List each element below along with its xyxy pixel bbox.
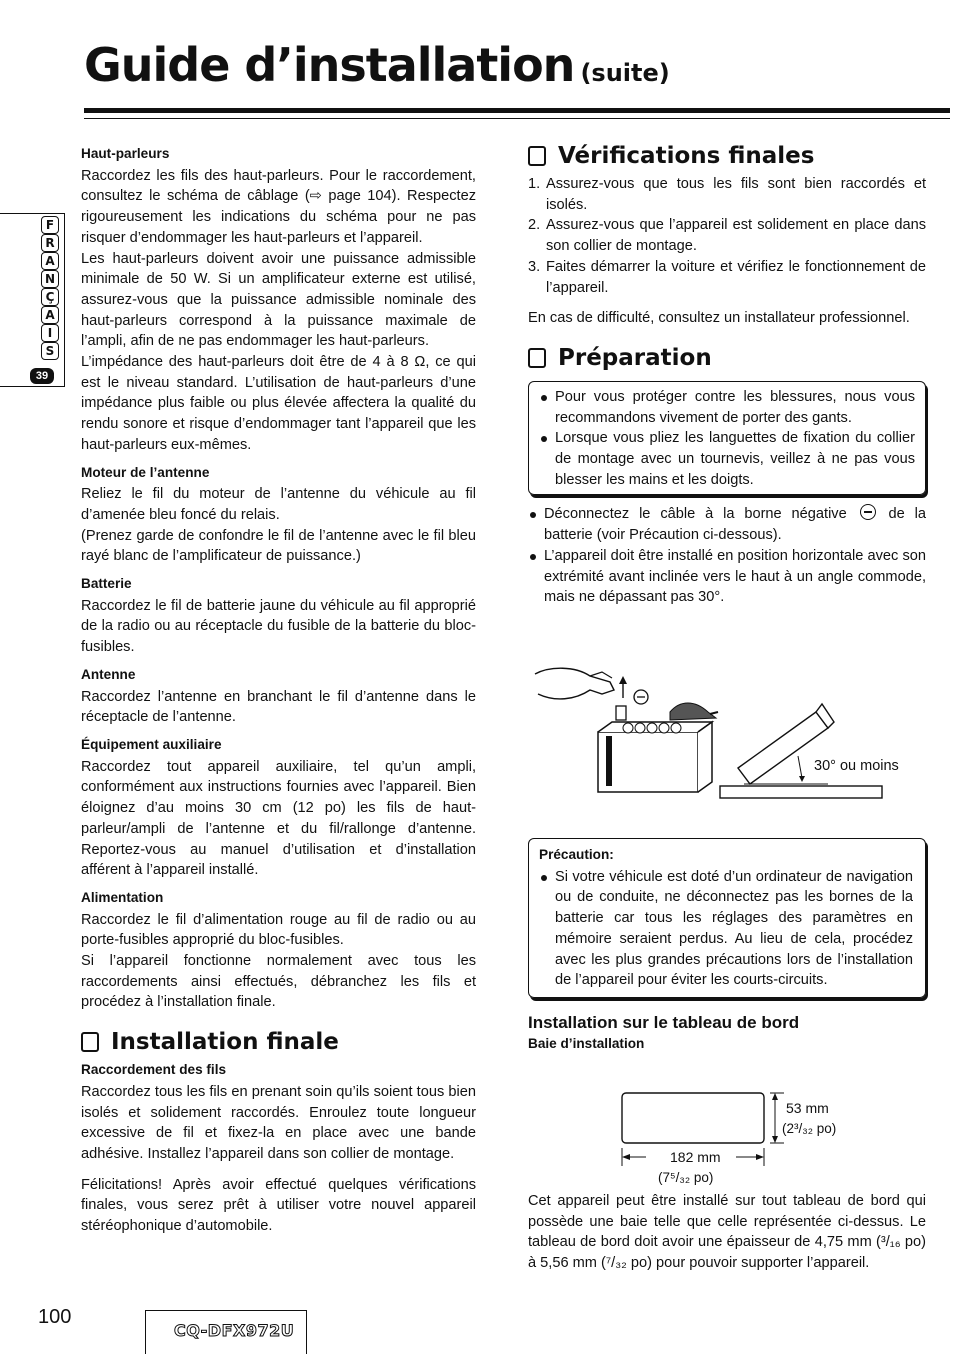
width-dimension-label: 182 mm: [670, 1149, 721, 1165]
height-dimension-inches: (2³/₃₂ po): [782, 1121, 837, 1136]
checkbox-square-icon: [81, 1032, 99, 1052]
tab-letter: A: [41, 306, 59, 324]
list-item: L’appareil doit être installé en position horizontale avec son extrémité avant inclinée vers le haut à un angle commode, mais ne dépassant pas 30°.: [528, 546, 926, 608]
section-final-installation: [81, 1027, 476, 1057]
caution-title: Précaution:: [539, 847, 614, 862]
speakers-paragraph-3: L’impédance des haut-parleurs doit être de 4 à 8 Ω, ce qui est le niveau standard. L’utilisation de haut-parleurs d’une impédance plus faible ou plus élevée affectera la qualité du rendu sonore et risque d’endommager tant l’appareil que les haut-parleurs eux-mêmes.: [81, 354, 476, 453]
preparation-title: Préparation: [558, 344, 712, 371]
list-item: 1. Assurez-vous que tous les fils sont bien raccordés et isolés.: [528, 176, 926, 213]
title-main: Guide d’installation: [84, 38, 575, 92]
model-number: CQ-DFX972U: [174, 1321, 295, 1340]
negative-terminal-icon: [860, 504, 876, 520]
angle-label: 30° ou moins: [814, 758, 899, 774]
page-title: [84, 38, 670, 92]
header-rule-thin: [84, 118, 950, 119]
section-preparation: [528, 343, 926, 373]
language-tab: [0, 213, 65, 387]
list-item: Pour vous protéger contre les blessures, nous vous recommandons vivement de porter des gants.: [539, 387, 915, 428]
dashboard-text-area: [528, 1191, 926, 1274]
caution-box: [528, 838, 926, 998]
dashboard-installation-title: Installation sur le tableau de bord: [528, 1012, 800, 1032]
auxiliary-paragraph: Raccordez tout appareil auxiliaire, tel qu’un ampli, conformément aux instructions fournies avec l’appareil. Bien éloignez d’au moins 30 cm (12 po) les fils de haut-parleur/ampli de l’antenne et du fil/rallonge d’antenne. Reportez-vous au manuel d’utilisation et d’installation afférent à l’appareil installé.: [81, 758, 476, 879]
tab-letter: A: [41, 252, 59, 270]
tab-letter: F: [41, 216, 59, 234]
preparation-warning-box: [528, 381, 926, 496]
power-paragraph-1: Raccordez le fil d’alimentation rouge au fil de radio ou au porte-fusibles approprié du bloc-fusibles.: [81, 911, 476, 949]
heading-battery: Batterie: [81, 576, 132, 592]
congratulations-paragraph: Félicitations! Après avoir effectué quelques vérifications finales, vous serez prêt à utiliser votre nouvel appareil stéréophonique d’automobile.: [81, 1176, 476, 1235]
battery-paragraph: Raccordez le fil de batterie jaune du véhicule au fil approprié de la radio ou au réceptacle du fusible de la batterie du bloc-fusibles.: [81, 597, 476, 656]
wire-connection-paragraph: Raccordez tous les fils en prenant soin qu’ils soient tous bien isolés et solidement raccordés. Enroulez toute longueur excessive de fil et fixez-la en place avec une bande adhésive. Installez l’appareil dans son collier de montage.: [81, 1083, 476, 1162]
bay-dimension-diagram: [600, 1086, 900, 1190]
antenna-motor-paragraph-1: Reliez le fil du moteur de l’antenne du véhicule au fil d’amenée bleu foncé du relais.: [81, 486, 476, 523]
tab-letter: Ç: [41, 288, 59, 306]
dashboard-base: [720, 786, 882, 798]
list-item: Lorsque vous pliez les languettes de fixation du collier de montage avec un tournevis, veillez à ne pas vous blesser les mains et les doigts.: [539, 428, 915, 490]
language-letters: [40, 216, 60, 360]
list-item: Déconnectez le câble à la borne négative de la batterie (voir Précaution ci-dessous).: [528, 504, 926, 545]
tab-letter: I: [41, 324, 59, 342]
dashboard-paragraph: Cet appareil peut être installé sur tout tableau de bord qui possède une baie telle que celle représentée ci-dessus. Le tableau de bord doit avoir une épaisseur de 4,75 mm (³/₁₆ po) à 5,56 mm (⁷/₃₂ po) pour pouvoir supporter l’appareil.: [528, 1193, 926, 1272]
width-dimension-inches: (7⁵/₃₂ po): [658, 1170, 714, 1185]
header-rule-thick: [84, 108, 950, 113]
installation-bay-title: Baie d’installation: [528, 1035, 645, 1051]
installation-bay-outline: [622, 1093, 764, 1143]
speakers-paragraph-1: Raccordez les fils des haut-parleurs. Pour le raccordement, consultez le schéma de câblage (⇨ page 104). Respectez rigoureusement les indications du schéma pour ne pas risquer d’endommager les haut-parleurs et l’appareil.: [81, 167, 476, 246]
list-item: Si votre véhicule est doté d’un ordinateur de navigation ou de conduite, ne déconnectez pas les bornes de la batterie car tous les réglages des paramètres en mémoire seraient perdus. Au lieu de cela, procédez avec les plus grandes précautions lors de l’installation de l’appareil pour éviter les courts-circuits.: [539, 867, 913, 991]
final-installation-title: Installation finale: [111, 1029, 339, 1056]
heading-power: Alimentation: [81, 889, 164, 905]
left-column: [81, 144, 476, 1237]
language-tab-number: 39: [30, 368, 54, 384]
heading-wire-connection: Raccordement des fils: [81, 1062, 227, 1078]
tab-letter: R: [41, 234, 59, 252]
heading-speakers: Haut-parleurs: [81, 146, 170, 161]
heading-antenna: Antenne: [81, 666, 136, 682]
caution-area: [528, 838, 926, 1056]
power-paragraph-2: Si l’appareil fonctionne normalement avec tous les raccordements ainsi effectués, débranchez les fils et procédez à l’installation finale.: [81, 953, 476, 1011]
battery-icon: [598, 703, 718, 792]
checkbox-square-icon: [528, 146, 546, 166]
title-suffix: (suite): [580, 59, 670, 87]
final-checks-list: [528, 174, 926, 298]
antenna-motor-paragraph-2: (Prenez garde de confondre le fil de l’antenne avec le fil bleu rayé blanc de l’amplificateur de puissance.): [81, 527, 476, 565]
tab-letter: S: [41, 342, 59, 360]
list-item: 2. Assurez-vous que l’appareil est solidement en place dans son collier de montage.: [528, 217, 926, 255]
page-number: 100: [38, 1306, 72, 1328]
heading-antenna-motor: Moteur de l’antenne: [81, 464, 210, 480]
checkbox-square-icon: [528, 348, 546, 368]
battery-angle-illustration: [530, 660, 930, 800]
speakers-paragraph-2: Les haut-parleurs doivent avoir une puissance admissible minimale de 50 W. Si un amplificateur externe est utilisé, assurez-vous que la puissance admissible nominale des haut-parleurs correspond à la puissance maximale de l’ampli, afin de ne pas endommager les haut-parleurs.: [81, 250, 476, 350]
heading-auxiliary: Équipement auxiliaire: [81, 736, 222, 752]
tab-letter: N: [41, 270, 59, 288]
final-checks-title: Vérifications finales: [558, 143, 815, 169]
hand-icon: [535, 668, 614, 699]
list-item: 3. Faites démarrer la voiture et vérifiez le fonctionnement de l’appareil.: [528, 258, 926, 296]
right-column: [528, 141, 926, 608]
section-final-checks: [528, 141, 926, 171]
model-tab: [145, 1310, 307, 1354]
antenna-paragraph: Raccordez l’antenne en branchant le fil d’antenne dans le réceptacle de l’antenne.: [81, 688, 476, 726]
height-dimension-label: 53 mm: [786, 1100, 829, 1116]
final-checks-note: En cas de difficulté, consultez un installateur professionnel.: [528, 310, 910, 327]
